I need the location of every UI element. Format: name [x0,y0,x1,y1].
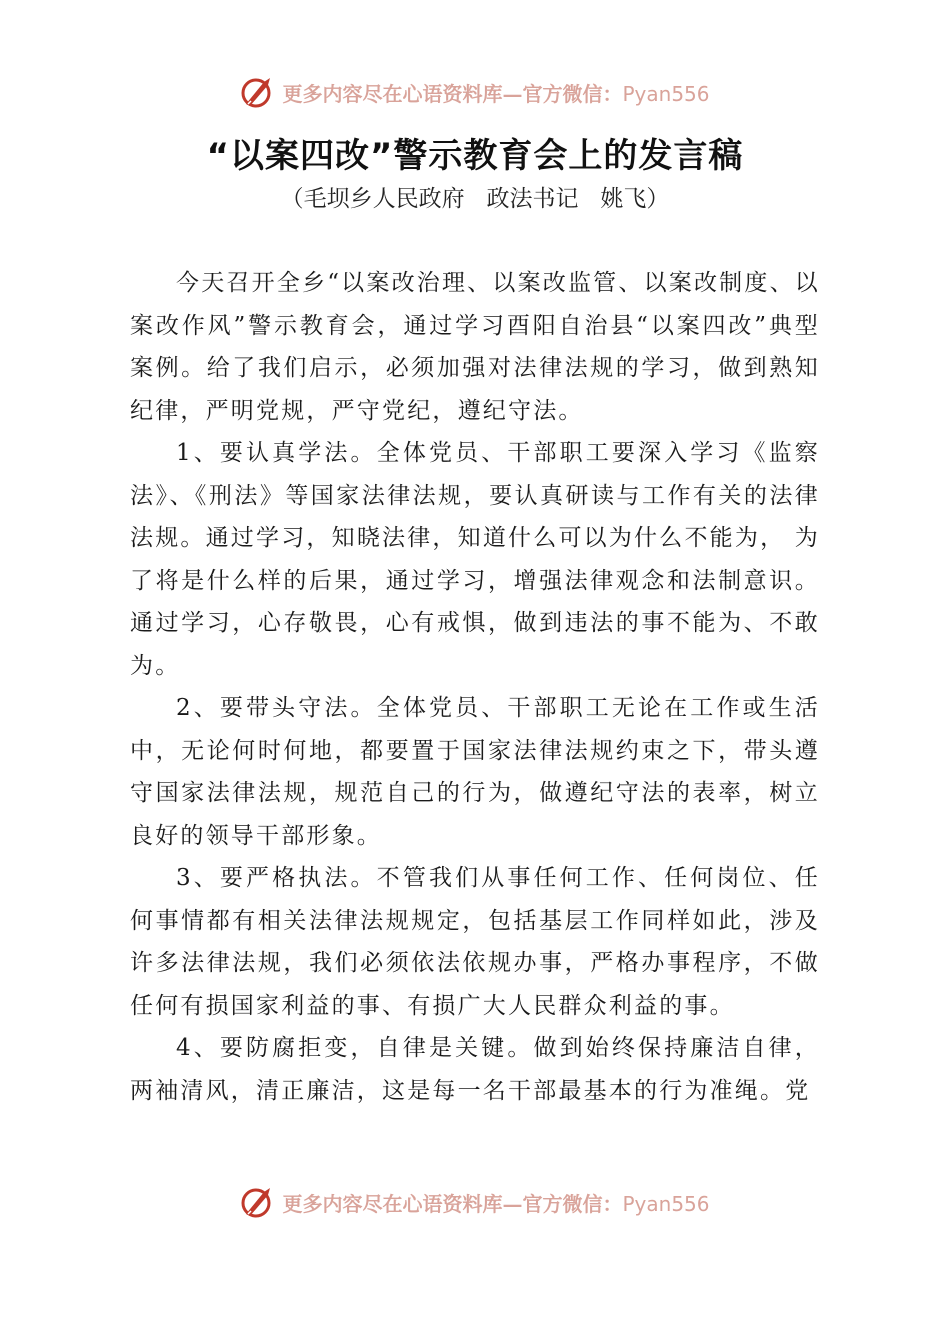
banner-text: 更多内容尽在心语资料库—官方微信：Pyan556 [282,1191,710,1216]
pen-nib-logo-icon [240,74,276,110]
paragraph-obey-law: 2、要带头守法。全体党员、干部职工无论在工作或生活中，无论何时何地，都要置于国家法律法规约束之下，带头遵守国家法律法规，规范自己的行为，做遵纪守法的表率，树立良好的领导干部形象。 [130,695,820,849]
footer-banner [0,1182,950,1222]
document-body [130,262,820,1112]
paragraph-enforce-law: 3、要严格执法。不管我们从事任何工作、任何岗位、任何事情都有相关法律法规规定，包括基层工作同样如此，涉及许多法律法规，我们必须依法依规办事，严格办事程序，不做任何有损国家利益的事、有损广大人民群众利益的事。 [130,865,820,1019]
banner-wechat-id: Pyan556 [622,1191,710,1216]
header-banner [0,72,950,112]
paragraph-study-law: 1、要认真学法。全体党员、干部职工要深入学习《监察法》、《刑法》等国家法律法规，要认真研读与工作有关的法律法规。通过学习，知晓法律，知道什么可以为什么不能为， 为了将是什么样的后果，通过学习，增强法律观念和法制意识。通过学习，心存敬畏，心有戒惧，做到违法的事不能为、不敢为。 [130,440,820,679]
document-title: “以案四改”警示教育会上的发言稿 [206,136,744,176]
pen-nib-logo-icon [240,1184,276,1220]
paragraph-anti-corruption: 4、要防腐拒变，自律是关键。做到始终保持廉洁自律，两袖清风，清正廉洁，这是每一名干部最基本的行为准绳。党 [130,1035,820,1104]
document-subtitle: （毛坝乡人民政府 政法书记 姚飞） [280,186,670,212]
banner-text: 更多内容尽在心语资料库—官方微信：Pyan556 [282,81,710,106]
paragraph-intro: 今天召开全乡“以案改治理、以案改监管、以案改制度、以案改作风”警示教育会，通过学习酉阳自治县“以案四改”典型案例。给了我们启示，必须加强对法律法规的学习，做到熟知纪律，严明党规，严守党纪，遵纪守法。 [130,270,820,424]
banner-wechat-id: Pyan556 [622,81,710,106]
